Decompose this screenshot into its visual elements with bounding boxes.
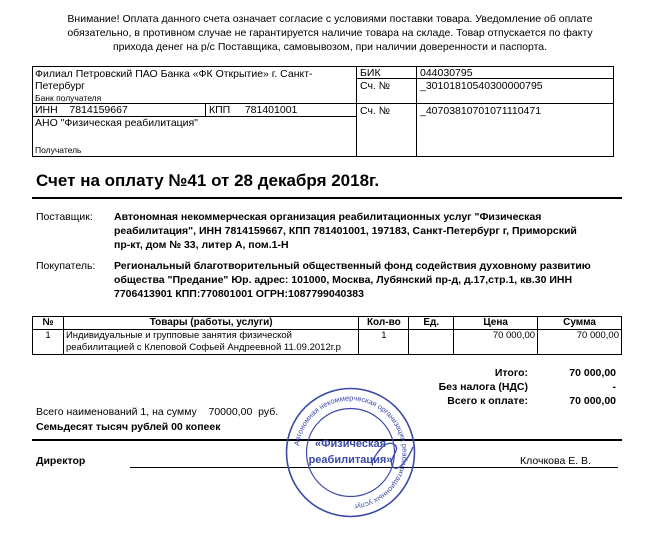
col-header-num: №: [33, 317, 64, 330]
kpp-field: КПП 781401001: [209, 104, 298, 116]
row-qty: 1: [359, 330, 409, 355]
row-unit: [409, 330, 454, 355]
invoice-title: Счет на оплату №41 от 28 декабря 2018г.: [36, 171, 380, 190]
bik-value: 044030795: [420, 67, 473, 79]
vat-label: Без налога (НДС): [438, 381, 528, 393]
payment-notice: [20, 12, 640, 54]
account-value: _40703810701071110471: [420, 105, 542, 117]
buyer-label: Покупатель:: [36, 260, 96, 272]
row-name: [63, 330, 358, 355]
buyer-line: общества "Предание" Юр. адрес: 101000, Москва, Лубянский пр-д, д.17,стр.1, кв.30 ИНН: [114, 274, 573, 286]
supplier-line: реабилитация", ИНН 7814159667, КПП 781401001, 197183, Санкт-Петербург г, Приморский: [114, 225, 577, 237]
row-sum: 70 000,00: [538, 330, 622, 355]
notice-line: прихода денег на р/с Поставщика, самовывозом, при наличии доверенности и паспорта.: [112, 41, 548, 53]
row-price: 70 000,00: [454, 330, 538, 355]
col-header-unit: Ед.: [409, 317, 454, 330]
inn-field: ИНН 7814159667: [35, 104, 128, 116]
col-header-goods: Товары (работы, услуги): [63, 317, 358, 330]
pay-label: Всего к оплате:: [447, 395, 528, 407]
bank-name-line1: Филиал Петровский ПАО Банка «ФК Открытие» г. Санкт-: [35, 68, 313, 80]
bank-details-table: [32, 66, 614, 157]
buyer-line: Региональный благотворительный общественный фонд содействия духовному развитию: [114, 260, 591, 272]
total-value: 70 000,00: [569, 367, 616, 379]
col-header-price: Цена: [454, 317, 538, 330]
account-label: Сч. №: [360, 105, 391, 117]
row-num: 1: [33, 330, 64, 355]
table-header-row: [33, 317, 622, 330]
row-name-line: реабилитацией с Клеповой Софьей Андреевной 11.09.2012г.р: [65, 342, 341, 353]
supplier-line: пр-кт, дом № 33, литер А, пом.1-Н: [114, 239, 289, 251]
buyer-line: 7706413901 КПП:770801001 ОГРН:1087799040383: [114, 288, 364, 300]
supplier-details: [114, 210, 577, 252]
table-row: [33, 330, 622, 355]
amount-in-words: Семьдесят тысяч рублей 00 копеек: [36, 421, 221, 433]
bank-name-line2: Петербург: [35, 80, 85, 92]
bik-label: БИК: [360, 67, 381, 79]
supplier-label: Поставщик:: [36, 211, 93, 223]
pay-value: 70 000,00: [569, 395, 616, 407]
buyer-details: [114, 259, 591, 301]
recipient-name: АНО "Физическая реабилитация": [35, 117, 198, 129]
stamp-ring-text: Автономная некоммерческая организация реабилитационных услуг: [291, 393, 410, 512]
corr-account-value: _30101810540300000795: [420, 80, 543, 92]
vat-value: -: [612, 381, 616, 393]
supplier-line: Автономная некоммерческая организация реабилитационных услуг "Физическая: [114, 211, 542, 223]
items-count-summary: Всего наименований 1, на сумму 70000,00 руб.: [36, 406, 279, 418]
col-header-sum: Сумма: [538, 317, 622, 330]
notice-line: Внимание! Оплата данного счета означает согласие с условиями поставки товара. Уведомление об оплате: [67, 13, 593, 25]
stamp-center-line2: реабилитация»: [308, 454, 393, 466]
organization-stamp: [283, 385, 418, 520]
items-table: [32, 316, 622, 355]
col-header-qty: Кол-во: [359, 317, 409, 330]
corr-account-label: Сч. №: [360, 80, 391, 92]
total-label: Итого:: [494, 367, 528, 379]
stamp-inner-ring: [307, 409, 395, 497]
recipient-bank-label: Банк получателя: [35, 93, 102, 103]
title-divider: [32, 197, 622, 199]
row-name-line: Индивидуальные и групповые занятия физической: [65, 330, 292, 341]
stamp-center-line1: «Физическая: [314, 438, 387, 450]
director-label: Директор: [36, 455, 86, 467]
recipient-label: Получатель: [35, 145, 82, 155]
notice-line: обязательно, в противном случае не гарантируется наличие товара на складе. Товар отпускается по факту: [67, 27, 593, 39]
director-name: Клочкова Е. В.: [520, 455, 591, 467]
